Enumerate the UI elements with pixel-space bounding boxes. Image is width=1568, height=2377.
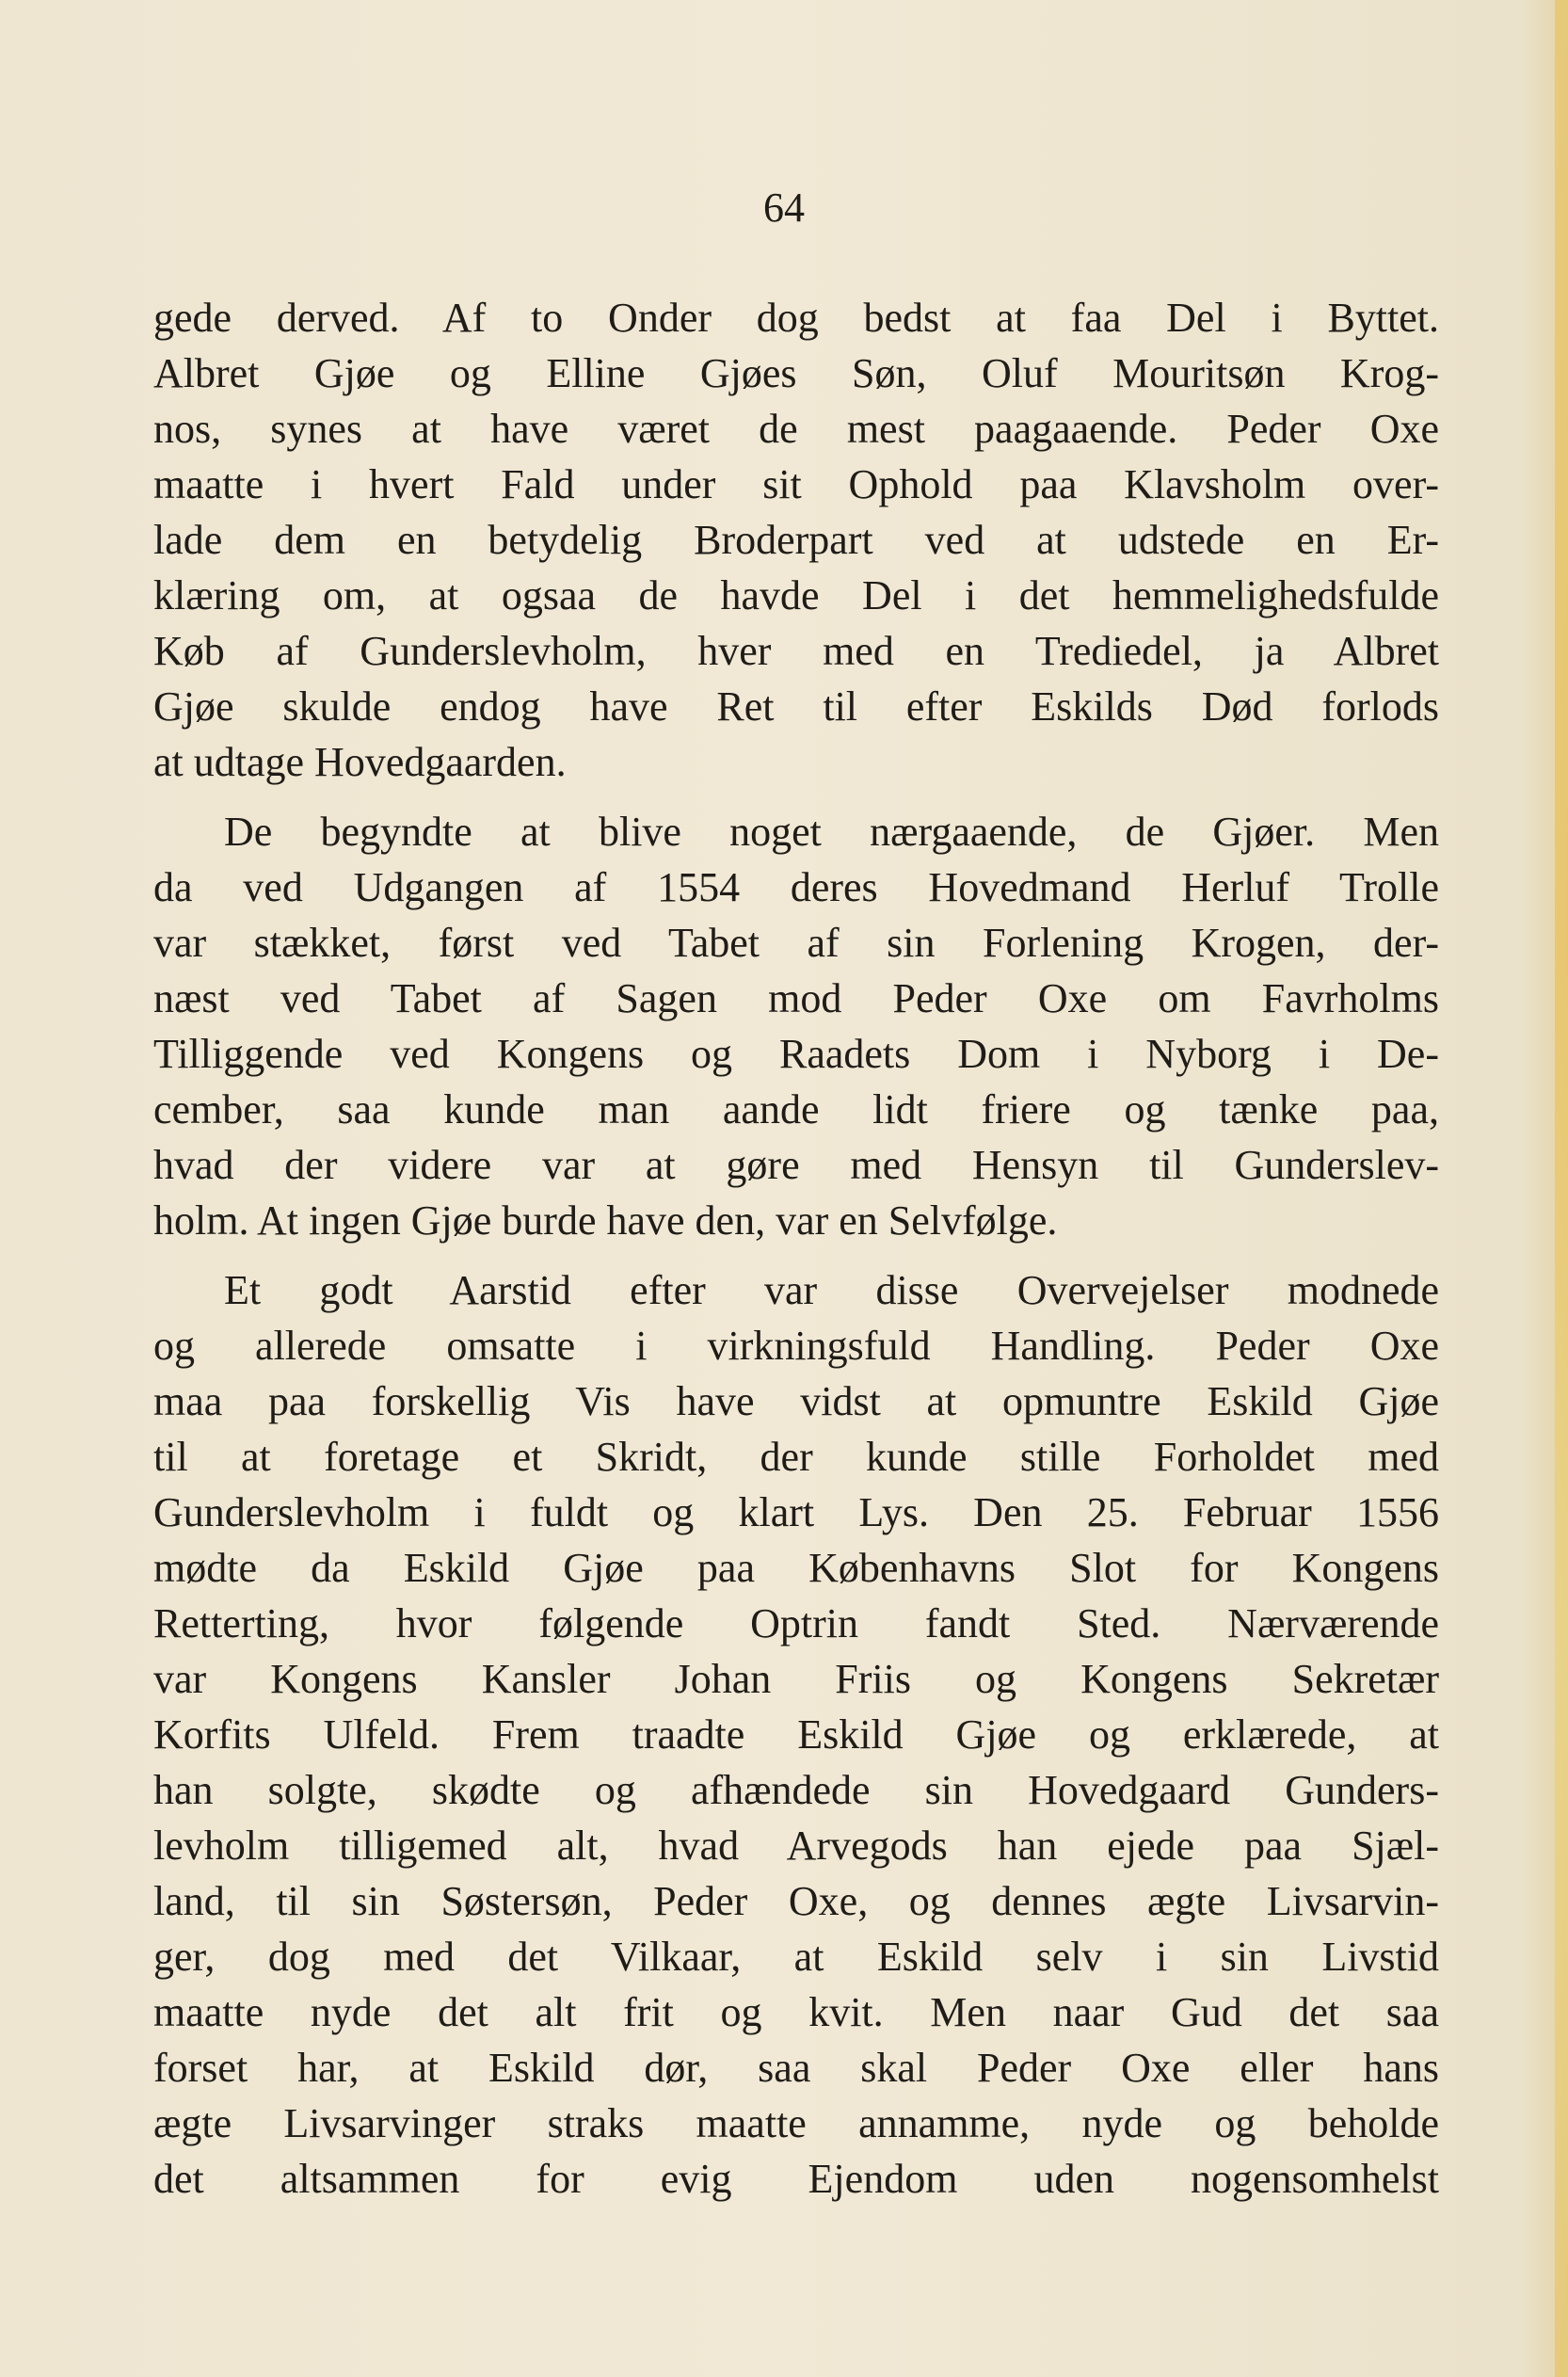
text-line: Korfits Ulfeld. Frem traadte Eskild Gjøe og erklærede, at: [153, 1711, 1439, 1758]
text-line: Køb af Gunderslevholm, hver med en Trediedel, ja Albret: [153, 628, 1439, 674]
text-line: at udtage Hovedgaarden.: [153, 739, 567, 785]
text-line: levholm tilligemed alt, hvad Arvegods han ejede paa Sjæl-: [153, 1823, 1439, 1869]
text-line: land, til sin Søstersøn, Peder Oxe, og dennes ægte Livsarvin-: [153, 1878, 1439, 1924]
page-number: 64: [763, 185, 805, 231]
text-line: da ved Udgangen af 1554 deres Hovedmand Herluf Trolle: [153, 864, 1439, 910]
text-line: mødte da Eskild Gjøe paa Københavns Slot for Kongens: [153, 1545, 1439, 1591]
text-line: maa paa forskellig Vis have vidst at opmuntre Eskild Gjøe: [153, 1378, 1439, 1424]
text-line: maatte i hvert Fald under sit Ophold paa Klavsholm over-: [153, 461, 1439, 507]
text-line: gede derved. Af to Onder dog bedst at faa Del i Byttet.: [153, 295, 1439, 341]
text-line: var stækket, først ved Tabet af sin Forlening Krogen, der-: [153, 920, 1439, 966]
text-line: ægte Livsarvinger straks maatte annamme, nyde og beholde: [153, 2100, 1439, 2146]
text-line: Retterting, hvor følgende Optrin fandt Sted. Nærværende: [153, 1600, 1439, 1646]
text-line: Albret Gjøe og Elline Gjøes Søn, Oluf Mouritsøn Krog-: [153, 350, 1439, 396]
text-line: klæring om, at ogsaa de havde Del i det hemmelighedsfulde: [153, 572, 1439, 618]
text-line: maatte nyde det alt frit og kvit. Men naar Gud det saa: [153, 1989, 1439, 2035]
text-line: Gjøe skulde endog have Ret til efter Eskilds Død forlods: [153, 683, 1439, 730]
text-line: og allerede omsatte i virkningsfuld Handling. Peder Oxe: [153, 1323, 1439, 1369]
text-line: ger, dog med det Vilkaar, at Eskild selv i sin Livstid: [153, 1934, 1439, 1980]
text-line: til at foretage et Skridt, der kunde stille Forholdet med: [153, 1434, 1439, 1480]
text-line: holm. At ingen Gjøe burde have den, var en Selvfølge.: [153, 1197, 1058, 1244]
text-line: næst ved Tabet af Sagen mod Peder Oxe om Favrholms: [153, 975, 1439, 1021]
text-line: han solgte, skødte og afhændede sin Hovedgaard Gunders-: [153, 1767, 1439, 1813]
text-line: Gunderslevholm i fuldt og klart Lys. Den 25. Februar 1556: [153, 1489, 1439, 1535]
text-line: lade dem en betydelig Broderpart ved at udstede en Er-: [153, 517, 1439, 563]
text-line: De begyndte at blive noget nærgaaende, de Gjøer. Men: [224, 809, 1439, 855]
page-edge: [1555, 0, 1568, 2377]
text-line: Et godt Aarstid efter var disse Overvejelser modnede: [224, 1267, 1439, 1313]
text-line: cember, saa kunde man aande lidt friere og tænke paa,: [153, 1086, 1439, 1132]
text-line: forset har, at Eskild dør, saa skal Peder Oxe eller hans: [153, 2045, 1439, 2091]
text-line: hvad der videre var at gøre med Hensyn til Gunderslev-: [153, 1142, 1439, 1188]
text-line: nos, synes at have været de mest paagaaende. Peder Oxe: [153, 406, 1439, 452]
text-line: Tilliggende ved Kongens og Raadets Dom i Nyborg i De-: [153, 1031, 1439, 1077]
text-line: det altsammen for evig Ejendom uden nogensomhelst: [153, 2156, 1439, 2202]
text-line: var Kongens Kansler Johan Friis og Kongens Sekretær: [153, 1656, 1439, 1702]
